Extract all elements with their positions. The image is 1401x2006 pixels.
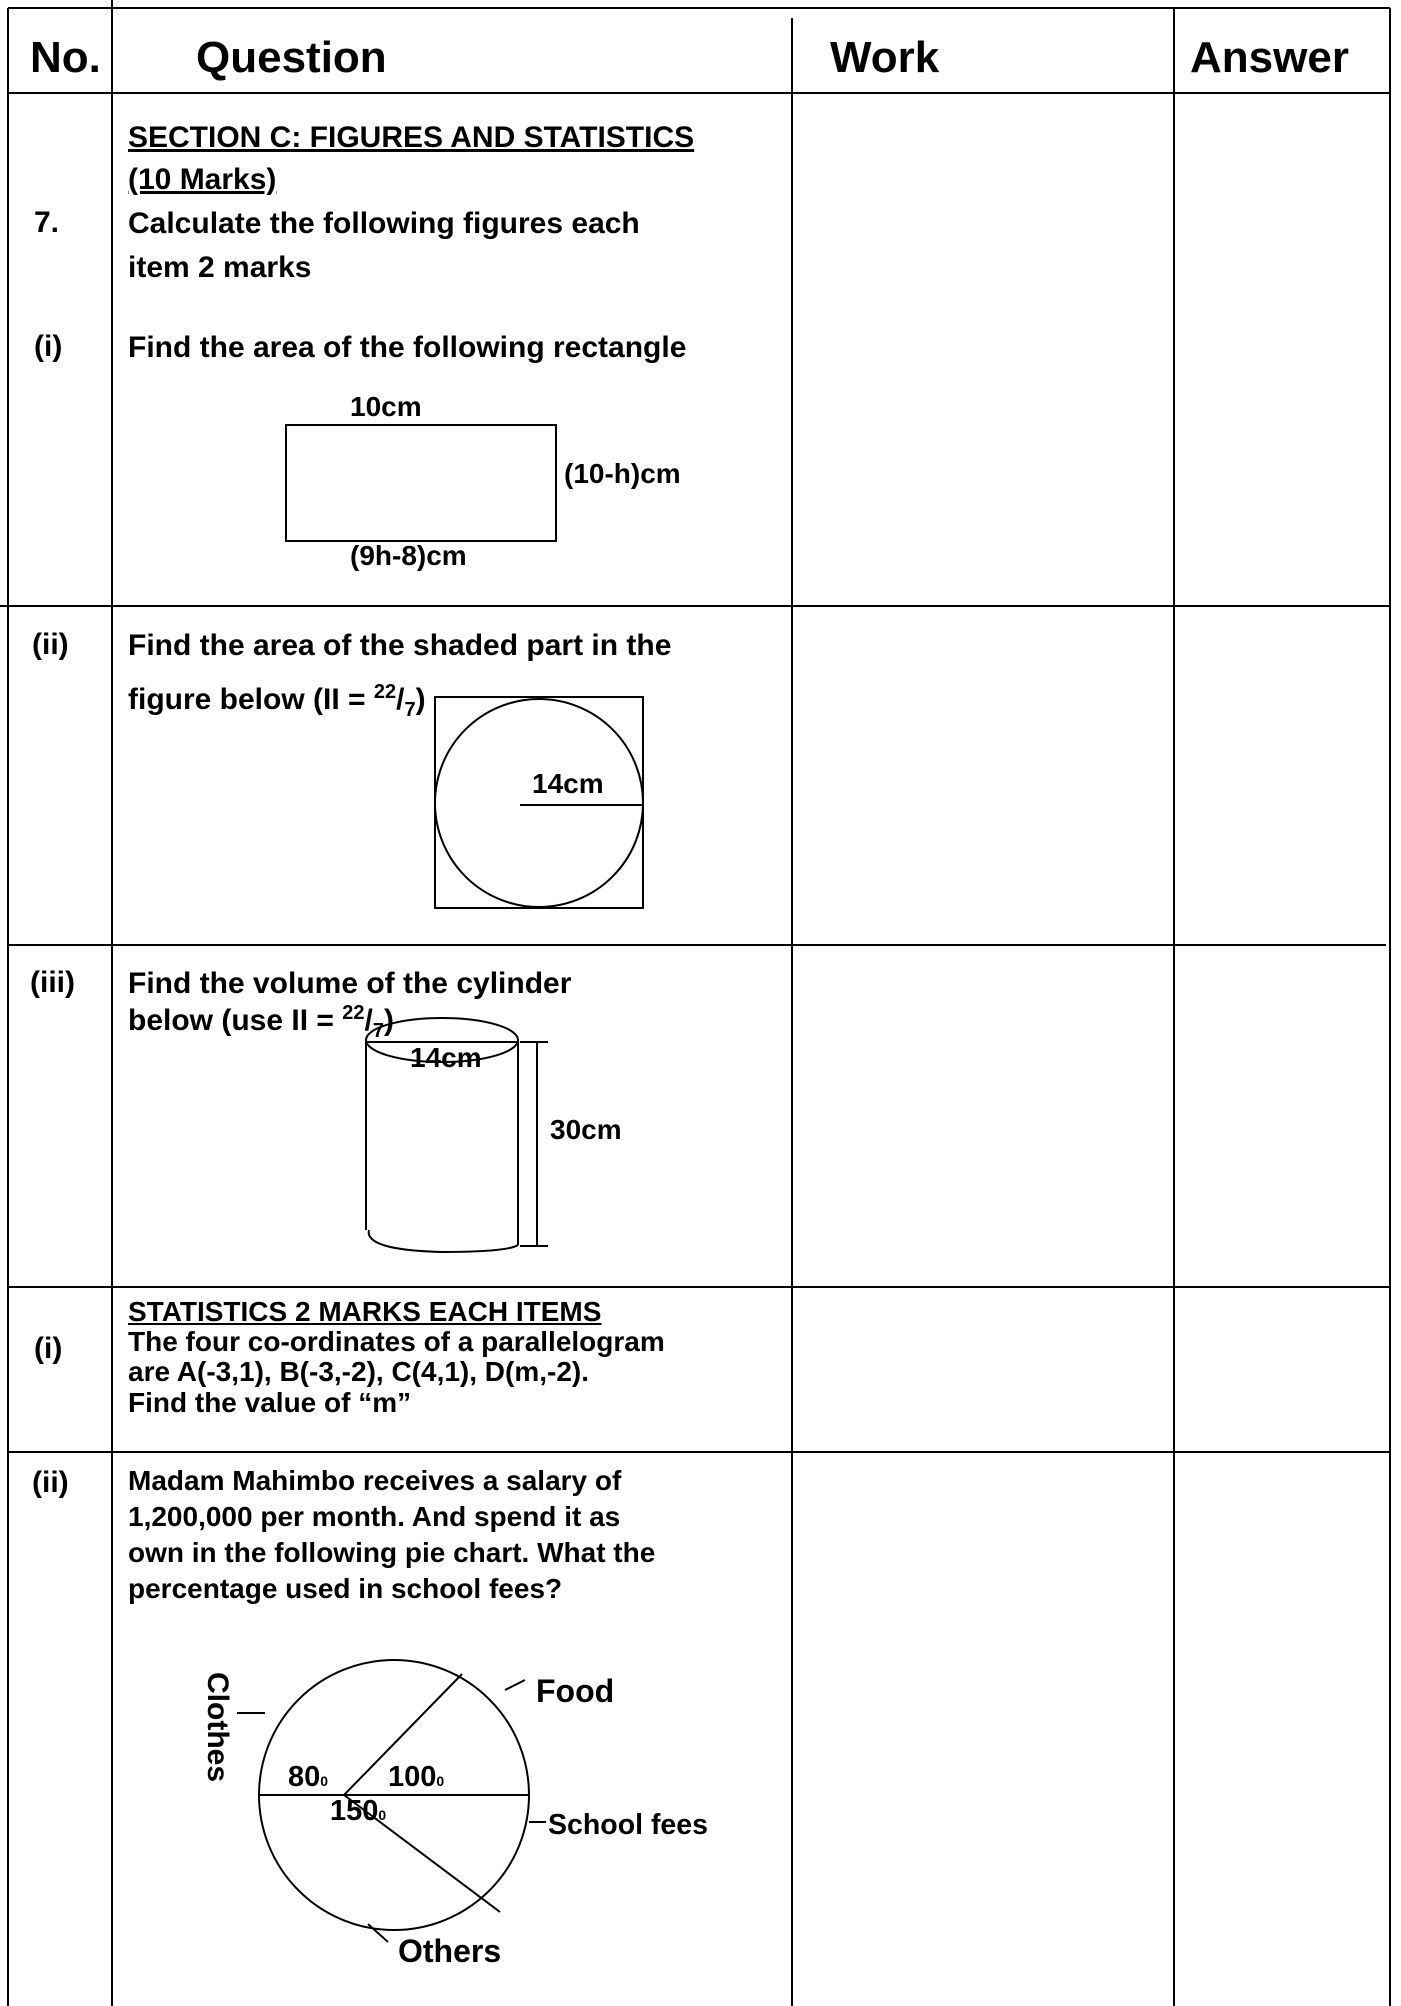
rect-bottom-label: (9h-8)cm xyxy=(350,540,467,571)
statistics-title: STATISTICS 2 MARKS EACH ITEMS xyxy=(128,1296,602,1327)
q2-line-2-text: figure below (II = xyxy=(128,683,374,716)
q2-pi-denominator: 7 xyxy=(404,699,416,721)
pie-value-school-fees-number: 150 xyxy=(330,1795,379,1827)
q3-pi-denominator: 7 xyxy=(372,1020,384,1042)
stats-q1-line-3: Find the value of “m” xyxy=(128,1387,412,1418)
section-intro-line-1: Calculate the following figures each xyxy=(128,207,640,240)
section-title: SECTION C: FIGURES AND STATISTICS xyxy=(128,121,695,154)
header-question: Question xyxy=(196,33,387,82)
q3-pi-close: ) xyxy=(383,1004,394,1037)
q2-pi-numerator: 22 xyxy=(373,681,397,703)
stats-q2-line-2: 1,200,000 per month. And spend it as xyxy=(128,1501,621,1532)
pie-value-clothes-degree: 0 xyxy=(320,1773,329,1789)
rect-side-label: (10-h)cm xyxy=(564,458,681,489)
q1-label: (i) xyxy=(34,330,63,363)
header-work: Work xyxy=(830,33,940,82)
stats-q2-line-3: own in the following pie chart. What the xyxy=(128,1537,656,1568)
stats-q2-line-4: percentage used in school fees? xyxy=(128,1573,563,1604)
q3-line-1: Find the volume of the cylinder xyxy=(128,967,572,1000)
pie-label-food: Food xyxy=(536,1673,615,1709)
q2-pi-close: ) xyxy=(415,683,426,716)
q2-label: (ii) xyxy=(32,628,69,661)
pie-label-others: Others xyxy=(398,1933,502,1969)
rect-top-label: 10cm xyxy=(350,391,422,422)
section-marks: (10 Marks) xyxy=(128,163,277,196)
stats-q1-label: (i) xyxy=(34,1332,63,1365)
q2-line-1: Find the area of the shaded part in the xyxy=(128,629,672,662)
q1-text: Find the area of the following rectangle xyxy=(128,331,687,364)
stats-q2-label: (ii) xyxy=(32,1466,69,1499)
q3-pi-numerator: 22 xyxy=(342,1002,365,1024)
cylinder-diameter-label: 14cm xyxy=(410,1042,482,1073)
pie-value-school-fees-degree: 0 xyxy=(378,1807,387,1823)
pie-label-clothes: Clothes xyxy=(201,1672,234,1783)
header-no: No. xyxy=(30,33,101,82)
stats-q1-line-1: The four co-ordinates of a parallelogram xyxy=(128,1326,665,1357)
q2-line-2: figure below $(II = ^{22}/_7)$ xyxy=(128,681,426,721)
stats-q1-line-2: are A(-3,1), B(-3,-2), C(4,1), D(m,-2). xyxy=(128,1356,590,1387)
stats-q2-line-1: Madam Mahimbo receives a salary of xyxy=(128,1465,622,1496)
pie-value-clothes-number: 80 xyxy=(288,1761,321,1793)
header-answer: Answer xyxy=(1190,33,1349,82)
question-number: 7. xyxy=(34,206,60,239)
q3-line-2-text: below (use II = xyxy=(128,1004,343,1037)
radius-label: 14cm xyxy=(532,768,604,799)
q3-label: (iii) xyxy=(30,966,75,999)
section-intro-line-2: item 2 marks xyxy=(128,251,312,284)
q3-line-2: below (use II = $^{22}/_7$) xyxy=(128,1002,394,1042)
pie-value-food-number: 100 xyxy=(388,1761,437,1793)
pie-label-school-fees: School fees xyxy=(548,1809,708,1841)
cylinder-height-label: 30cm xyxy=(550,1114,622,1145)
pie-value-food-degree: 0 xyxy=(436,1773,445,1789)
